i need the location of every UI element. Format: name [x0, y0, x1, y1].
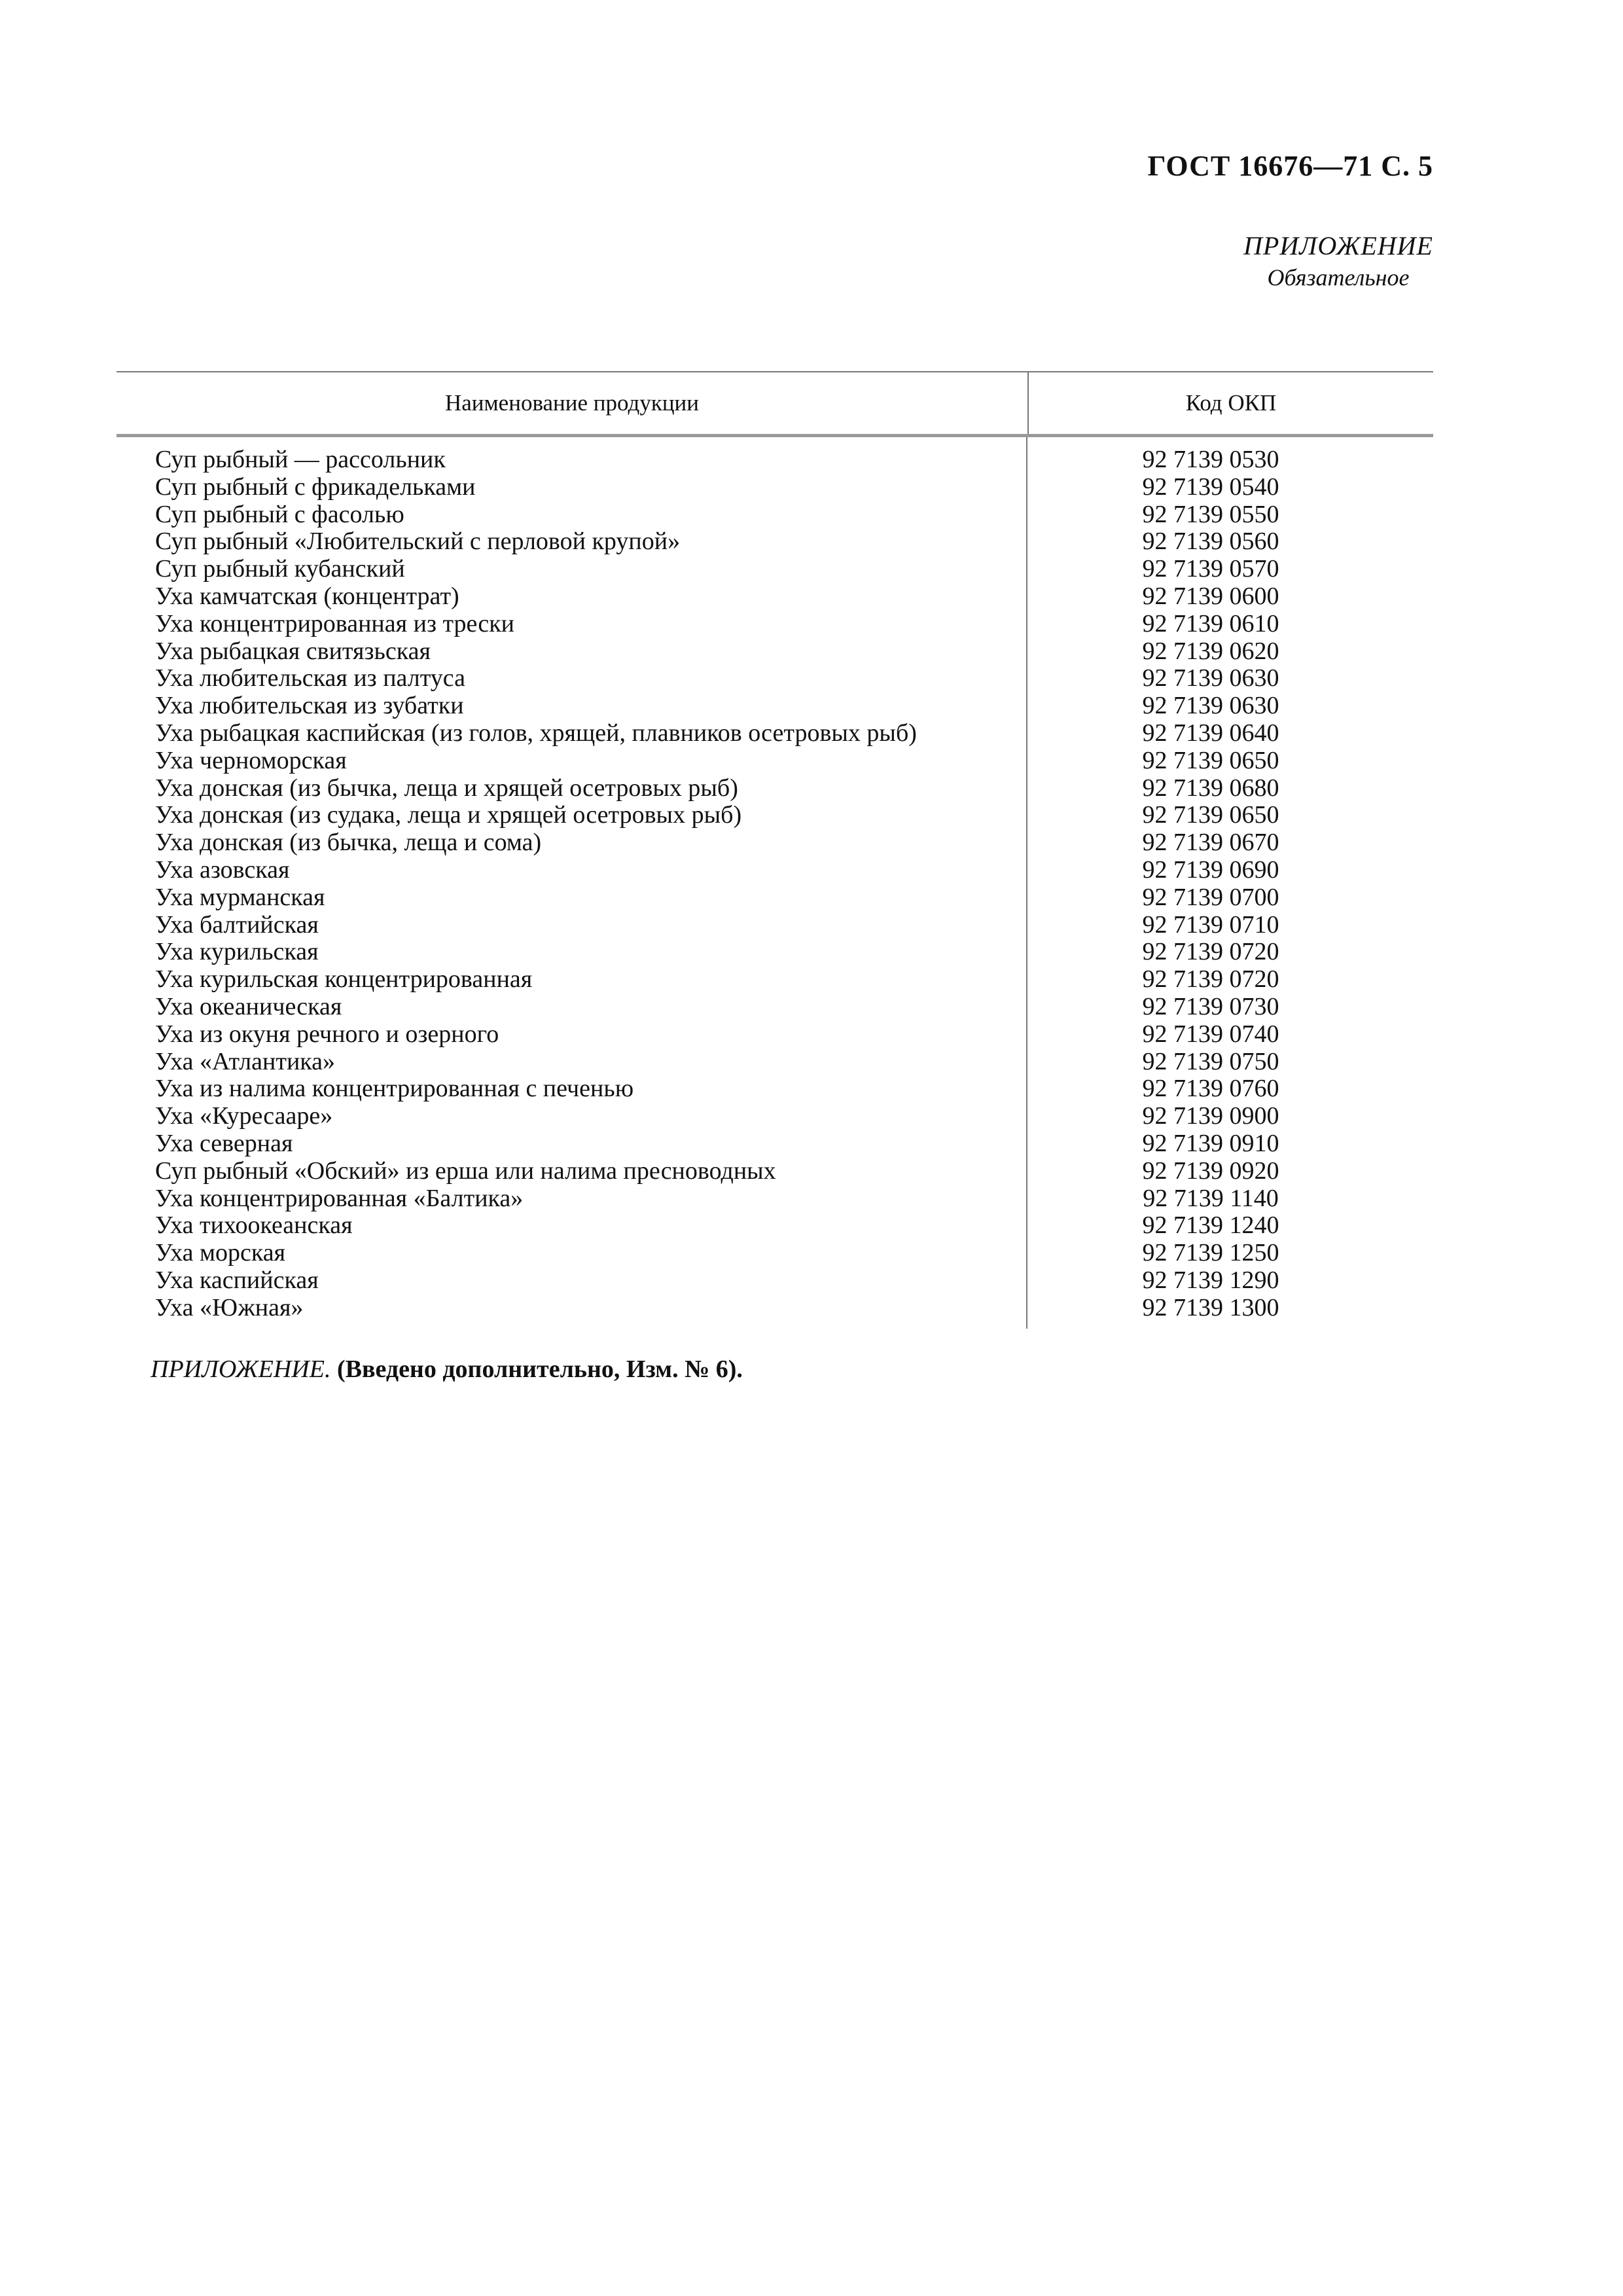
- table-row-code: 92 7139 0650: [1142, 746, 1279, 774]
- table-row-name: Суп рыбный с фасолью: [155, 500, 404, 528]
- table-row-name: Уха «Атлантика»: [155, 1047, 336, 1075]
- table-row-name: Уха «Куресааре»: [155, 1102, 333, 1130]
- footnote: [151, 1355, 743, 1384]
- table-row-name: Суп рыбный — рассольник: [155, 446, 446, 473]
- table-row-name: Уха курильская: [155, 938, 319, 966]
- table-row-name: Уха мурманская: [155, 883, 325, 911]
- table-row-name: Уха концентрированная «Балтика»: [155, 1184, 524, 1212]
- table-row-code: 92 7139 0570: [1142, 555, 1279, 583]
- table-row-name: Суп рыбный с фрикадельками: [155, 473, 476, 501]
- table-row-name: Уха «Южная»: [155, 1293, 304, 1321]
- table-row-name: Уха концентрированная из трески: [155, 609, 514, 637]
- table-row-code: 92 7139 0900: [1142, 1102, 1279, 1130]
- appendix-block: [1243, 230, 1433, 291]
- table-row-code: 92 7139 0710: [1142, 910, 1279, 939]
- table-row-code: 92 7139 0600: [1142, 582, 1279, 610]
- table-row-name: Уха из окуня речного и озерного: [155, 1020, 499, 1048]
- footnote-label: ПРИЛОЖЕНИЕ.: [151, 1355, 331, 1383]
- appendix-title: ПРИЛОЖЕНИЕ: [1243, 231, 1433, 260]
- table-row-name: Уха любительская из зубатки: [155, 692, 464, 720]
- table-row-name: Уха тихоокеанская: [155, 1211, 353, 1240]
- table-row-code: 92 7139 1290: [1142, 1266, 1279, 1294]
- table-row-name: Уха океаническая: [155, 992, 342, 1020]
- table-row-code: 92 7139 1240: [1142, 1211, 1279, 1240]
- table-row-code: 92 7139 0750: [1142, 1047, 1279, 1075]
- table-row-name: Уха камчатская (концентрат): [155, 582, 459, 610]
- product-code-table: [116, 371, 1433, 1329]
- table-row-name: Уха курильская концентрированная: [155, 965, 533, 994]
- table-row-name: Суп рыбный «Обский» из ерша или налима пресноводных: [155, 1157, 776, 1185]
- table-row-code: 92 7139 0540: [1142, 473, 1279, 501]
- table-row-name: Уха морская: [155, 1239, 286, 1267]
- table-row-code: 92 7139 0530: [1142, 446, 1279, 473]
- table-row-name: Уха черноморская: [155, 746, 347, 774]
- table-row-code: 92 7139 1250: [1142, 1239, 1279, 1267]
- table-row-code: 92 7139 0680: [1142, 774, 1279, 802]
- table-row-name: Уха северная: [155, 1129, 293, 1157]
- table-row-name: Уха каспийская: [155, 1266, 319, 1294]
- table-row-code: 92 7139 0740: [1142, 1020, 1279, 1048]
- column-header-name: Наименование продукции: [116, 372, 1029, 434]
- table-row-code: 92 7139 0640: [1142, 719, 1279, 747]
- table-body: [116, 437, 1433, 1329]
- table-row-name: Уха донская (из судака, леща и хрящей осетровых рыб): [155, 801, 742, 829]
- table-row-code: 92 7139 0630: [1142, 692, 1279, 720]
- codes-column: [1027, 437, 1433, 1329]
- table-row-name: Уха балтийская: [155, 910, 319, 939]
- table-row-code: 92 7139 0620: [1142, 637, 1279, 665]
- table-row-code: 92 7139 0550: [1142, 500, 1279, 528]
- table-row-name: Уха азовская: [155, 855, 290, 884]
- table-row-code: 92 7139 0690: [1142, 855, 1279, 884]
- table-row-code: 92 7139 0720: [1142, 965, 1279, 994]
- table-row-name: Уха донская (из бычка, леща и хрящей осетровых рыб): [155, 774, 738, 802]
- table-row-code: 92 7139 0720: [1142, 938, 1279, 966]
- table-row-name: Уха рыбацкая каспийская (из голов, хрящей, плавников осетровых рыб): [155, 719, 917, 747]
- table-row-code: 92 7139 1140: [1143, 1184, 1279, 1212]
- footnote-note: (Введено дополнительно, Изм. № 6).: [336, 1355, 743, 1383]
- table-row-code: 92 7139 0630: [1142, 664, 1279, 692]
- table-row-code: 92 7139 0560: [1142, 528, 1279, 556]
- table-row-code: 92 7139 0670: [1142, 829, 1279, 857]
- table-row-name: Уха рыбацкая свитязьская: [155, 637, 431, 665]
- table-row-code: 92 7139 0650: [1142, 801, 1279, 829]
- table-row-name: Уха донская (из бычка, леща и сома): [155, 829, 542, 857]
- table-row-code: 92 7139 0910: [1142, 1129, 1279, 1157]
- table-row-name: Суп рыбный «Любительский с перловой крупой»: [155, 528, 681, 556]
- column-header-code: Код ОКП: [1185, 390, 1277, 416]
- table-row-code: 92 7139 0920: [1142, 1157, 1279, 1185]
- table-row-code: 92 7139 1300: [1142, 1293, 1279, 1321]
- appendix-subtitle: Обязательное: [1267, 264, 1410, 291]
- table-row-name: Суп рыбный кубанский: [155, 555, 405, 583]
- table-row-name: Уха любительская из палтуса: [155, 664, 465, 692]
- table-row-code: 92 7139 0760: [1142, 1075, 1279, 1103]
- page-header: ГОСТ 16676—71 С. 5: [1147, 150, 1433, 182]
- names-column: [116, 437, 1027, 1329]
- table-header: [116, 371, 1433, 437]
- table-row-name: Уха из налима концентрированная с печенью: [155, 1075, 634, 1103]
- table-row-code: 92 7139 0730: [1142, 992, 1279, 1020]
- table-row-code: 92 7139 0610: [1142, 609, 1279, 637]
- table-row-code: 92 7139 0700: [1142, 883, 1279, 911]
